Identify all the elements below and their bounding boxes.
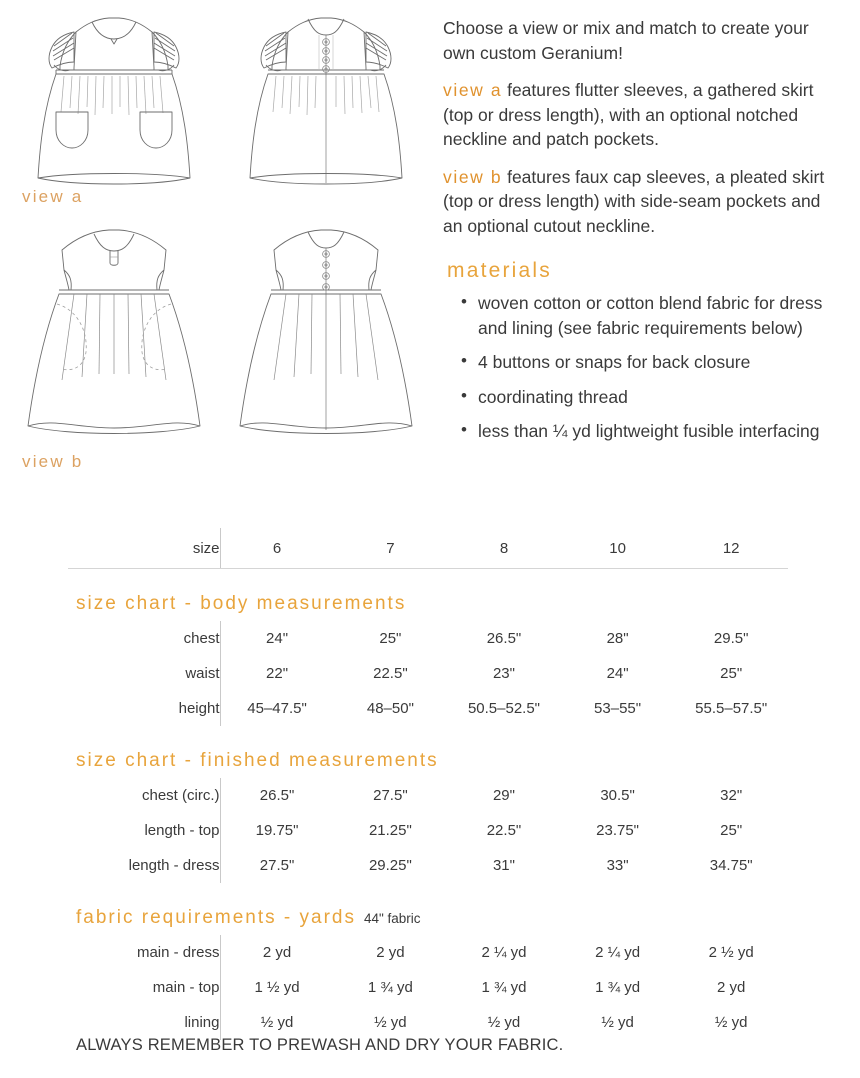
cell: 2 yd [262,944,292,961]
cell: 28" [606,630,629,647]
cell: 23" [492,665,515,682]
row-label: main - top [68,970,220,1005]
cell: 29.5" [713,630,749,647]
cell: 1 ¾ yd [481,979,527,996]
cell: 32" [720,787,743,804]
list-item: • coordinating thread [461,385,843,410]
table-header-row [68,528,788,568]
row-label: main - dress [68,935,220,970]
cell: 53–55" [594,700,642,717]
view-a-front-illustration [14,8,214,193]
cell: 2 ¼ yd [481,944,527,961]
view-a-back-illustration [226,8,426,193]
size-header-10: 10 [609,539,626,557]
size-chart-area [0,528,860,1040]
cell: 48–50" [366,700,414,717]
list-item: • less than ¼ yd lightweight fusible interfacing [461,419,843,444]
size-header-6: 6 [272,539,282,557]
cell: 25" [379,630,402,647]
cell: 21.25" [368,822,412,839]
cell: 27.5" [259,857,295,874]
table-row [68,656,788,691]
cell: 50.5–52.5" [467,700,541,717]
cell: 2 yd [717,979,746,996]
intro-lead: Choose a view or mix and match to create your own custom Geranium! [443,18,809,63]
cell: 23.75" [596,822,640,839]
cell: 45–47.5" [247,700,307,717]
table-row [68,813,788,848]
intro-column [443,16,843,454]
section-heading-body-measurements: size chart - body measurements [76,593,407,614]
cell: 22.5" [486,822,522,839]
cell: 29" [492,787,515,804]
table-row [68,935,788,970]
row-label: length - top [68,813,220,848]
view-b-description-text: features faux cap sleeves, a pleated skirt (top or dress length) with side-seam pockets and an optional cutout neckline. [443,166,825,236]
prewash-note: ALWAYS REMEMBER TO PREWASH AND DRY YOUR FABRIC. [76,1036,564,1054]
cell: 22" [266,665,289,682]
table-row [68,1005,788,1040]
table-row [68,848,788,883]
view-b-tag: view b [443,166,503,187]
row-label: lining [68,1005,220,1040]
section-heading-row [68,726,788,778]
cell: 2 ¼ yd [595,944,641,961]
cell: 22.5" [373,665,408,682]
materials-list [443,291,843,444]
size-header-7: 7 [386,539,395,557]
cell: 1 ¾ yd [367,979,413,996]
view-b-front-illustration [14,222,214,450]
view-a-description [443,78,843,152]
view-b-description [443,165,843,239]
cell: ½ yd [714,1014,748,1031]
cell: ½ yd [487,1014,521,1031]
table-row [68,970,788,1005]
cell: 1 ¾ yd [595,979,641,996]
view-b-back-illustration [226,222,426,450]
row-label: length - dress [68,848,220,883]
cell: 19.75" [255,822,299,839]
section-heading-finished-measurements: size chart - finished measurements [76,750,439,771]
size-header-label: size [68,528,220,568]
cell: 25" [720,665,743,682]
cell: 30.5" [600,787,635,804]
cell: 26.5" [259,787,295,804]
materials-heading: materials [447,259,552,282]
cell: 24" [266,630,289,647]
row-label: height [68,691,220,726]
section-heading-fabric-requirements: fabric requirements - yards [76,907,356,928]
cell: 34.75" [709,857,753,874]
cell: ½ yd [260,1014,294,1031]
size-header-8: 8 [499,539,509,557]
cell: 2 yd [376,944,405,961]
table-row [68,691,788,726]
cell: 29.25" [368,857,412,874]
size-header-12: 12 [722,539,740,557]
illustration-panel [0,0,432,490]
cell: 25" [720,822,743,839]
row-label: waist [68,656,220,691]
cell: 1 ½ yd [254,979,300,996]
table-row [68,621,788,656]
cell: 26.5" [486,630,522,647]
cell: 33" [606,857,629,874]
row-label: chest [68,621,220,656]
view-a-tag: view a [443,80,503,100]
cell: ½ yd [374,1014,407,1031]
size-chart-table [68,528,788,1040]
cell: ½ yd [601,1014,634,1031]
section-heading-row [68,569,788,622]
list-item: • 4 buttons or snaps for back closure [461,350,843,375]
view-b-label: view b [22,452,84,471]
list-item: • woven cotton or cotton blend fabric for dress and lining (see fabric requirements below) [461,291,843,340]
cell: 55.5–57.5" [695,700,768,717]
fabric-width-note: 44" fabric [363,911,421,926]
cell: 2 ½ yd [708,944,754,961]
view-a-description-text: features flutter sleeves, a gathered skirt (top or dress length), with an optional notched neckline and patch pockets. [443,80,814,149]
cell: 27.5" [373,787,408,804]
section-heading-row [68,883,788,935]
view-a-label: view a [22,187,84,206]
cell: 24" [606,665,629,682]
row-label: chest (circ.) [68,778,220,813]
table-row [68,778,788,813]
cell: 31" [492,857,515,874]
